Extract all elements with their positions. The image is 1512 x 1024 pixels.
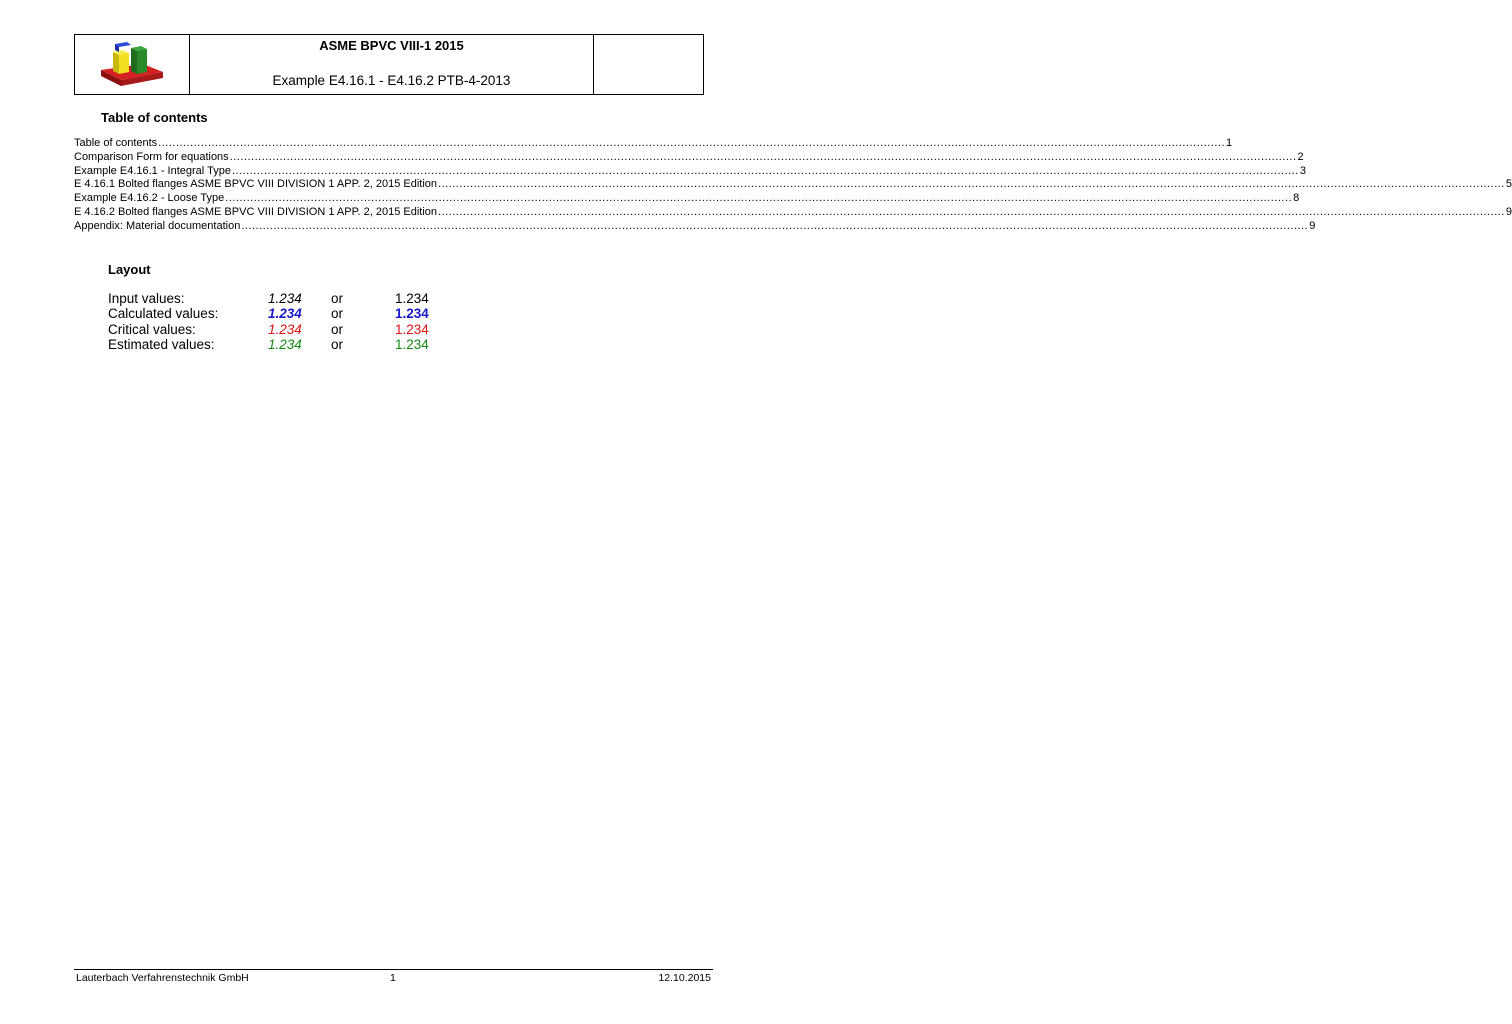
toc-entry[interactable] — [74, 192, 1300, 206]
toc-entry-page: 1 — [1226, 137, 1233, 149]
layout-legend — [108, 291, 448, 352]
header-empty-cell — [594, 35, 703, 94]
layout-value-italic: 1.234 — [268, 336, 302, 352]
toc-entry[interactable] — [74, 219, 1316, 234]
toc-entry-title: Comparison Form for equations — [74, 150, 229, 163]
header-logo-cell — [75, 35, 190, 94]
toc-entry[interactable] — [74, 205, 1512, 220]
toc-dot-leader: ............................................................................................................................................................................................................................................................................................................ — [229, 150, 1297, 163]
toc-entry-title: Table of contents — [74, 137, 158, 149]
layout-row-critical — [108, 322, 448, 337]
layout-label: Estimated values: — [108, 336, 215, 352]
toc-dot-leader: ............................................................................................................................................................................................................................................................................................................ — [438, 205, 1505, 218]
document-subtitle: Example E4.16.1 - E4.16.2 PTB-4-2013 — [272, 73, 511, 88]
toc-heading: Table of contents — [101, 110, 208, 125]
toc-entry[interactable] — [74, 164, 1306, 179]
toc-entry-page: 9 — [1505, 205, 1512, 218]
layout-value-italic: 1.234 — [268, 321, 302, 337]
layout-value-regular: 1.234 — [395, 336, 429, 352]
layout-or: or — [331, 306, 344, 322]
toc-dot-leader: ............................................................................................................................................................................................................................................................................................................ — [241, 219, 1309, 232]
layout-or: or — [331, 291, 344, 306]
toc-entry-page: 5 — [1505, 178, 1512, 191]
toc-entry[interactable] — [74, 150, 1304, 165]
toc-entry-page: 3 — [1299, 164, 1306, 177]
toc-dot-leader: ............................................................................................................................................................................................................................................................................................................ — [438, 178, 1505, 191]
layout-label: Calculated values: — [108, 306, 219, 322]
toc-entry-title: Appendix: Material documentation — [74, 219, 241, 232]
layout-heading: Layout — [108, 262, 151, 277]
layout-label: Critical values: — [108, 321, 196, 337]
footer-company: Lauterbach Verfahrenstechnik GmbH — [76, 972, 249, 984]
toc-entry-page: 2 — [1297, 150, 1304, 163]
layout-or: or — [331, 321, 344, 337]
layout-label: Input values: — [108, 291, 185, 306]
toc-entry-page: 9 — [1309, 219, 1316, 232]
toc-entry-title: Example E4.16.1 - Integral Type — [74, 164, 231, 177]
layout-row-calculated — [108, 306, 448, 321]
toc-dot-leader: ............................................................................................................................................................................................................................................................................................................ — [158, 137, 1226, 149]
footer-page-number: 1 — [390, 972, 396, 984]
toc-entry-title: E 4.16.2 Bolted flanges ASME BPVC VIII DIVISION 1 APP. 2, 2015 Edition — [74, 205, 438, 218]
layout-value-regular: 1.234 — [395, 291, 429, 306]
toc-entry[interactable] — [74, 137, 1233, 151]
toc-dot-leader: ............................................................................................................................................................................................................................................................................................................ — [225, 192, 1293, 205]
layout-value-regular: 1.234 — [395, 306, 429, 322]
company-logo-blocks-icon — [97, 38, 167, 90]
footer-date: 12.10.2015 — [658, 972, 711, 984]
page-header — [74, 34, 704, 95]
layout-value-italic: 1.234 — [268, 306, 302, 322]
table-of-contents — [74, 137, 1512, 234]
toc-entry[interactable] — [74, 178, 1512, 192]
toc-entry-title: Example E4.16.2 - Loose Type — [74, 192, 225, 205]
page-footer — [74, 969, 713, 984]
layout-row-estimated — [108, 337, 448, 352]
header-title-cell — [190, 35, 594, 94]
toc-entry-title: E 4.16.1 Bolted flanges ASME BPVC VIII DIVISION 1 APP. 2, 2015 Edition — [74, 178, 438, 191]
layout-value-regular: 1.234 — [395, 321, 429, 337]
document-title: ASME BPVC VIII-1 2015 — [319, 38, 464, 53]
layout-or: or — [331, 336, 344, 352]
layout-value-italic: 1.234 — [268, 291, 302, 306]
layout-row-input — [108, 291, 448, 306]
toc-dot-leader: ............................................................................................................................................................................................................................................................................................................ — [231, 164, 1299, 177]
toc-entry-page: 8 — [1293, 192, 1300, 205]
